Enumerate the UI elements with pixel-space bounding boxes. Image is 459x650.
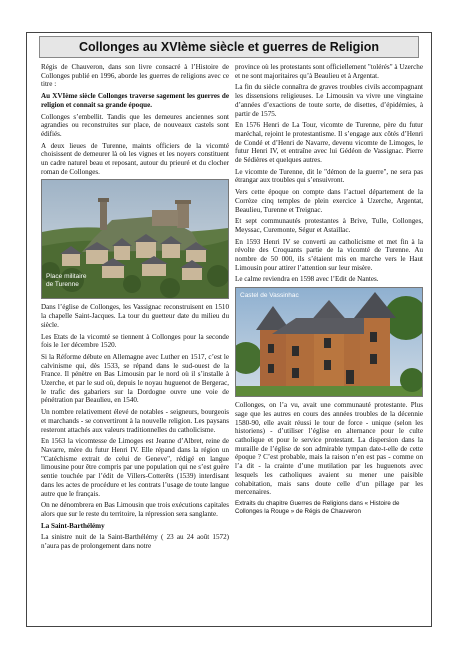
paragraph: On ne dénombrera en Bas Limousin que trois exécutions capitales alors que sur le reste du territoire, la répression sera sanglante. (41, 501, 229, 518)
paragraph: Dans l’église de Collonges, les Vassignac reconstruisent en 1510 la chapelle Saint-Jacques. La tour du guetteur date du milieu du siècle. (41, 303, 229, 329)
turenne-photo (41, 179, 229, 299)
paragraph: La sinistre nuit de la Saint-Barthélémy ( 23 au 24 août 1572) n’aura pas de prolongement dans notre (41, 533, 229, 551)
paragraph: Collonges s’embellit. Tandis que les demeures anciennes sont agrandies ou reconstruites sur place, de nouveaux castels sont édifiés. (41, 112, 229, 138)
page (26, 32, 432, 627)
intro-bold-paragraph: Au XVIème siècle Collonges traverse sagement les guerres de religion et connait sa grande époque. (41, 92, 229, 109)
paragraph: Un nombre relativement élevé de notables - seigneurs, bourgeois et marchands - se convertiront à la nouvelle religion. Les paysans resteront attachés aux valeurs traditionnelles du catholicisme. (41, 408, 229, 434)
section-subheading: La Saint-Barthélémy (41, 521, 105, 530)
paragraph: Collonges, on l’a vu, avait une communauté protestante. Plus sage que les autres en cours des années troubles de la décennie 1580-90, elle avait réussi le tour de force - unique (selon les historiens) - d’utiliser l’église en alternance pour le culte catholique et pour le service protestant. La dispersion dans la muraille de l’église de son admirable tympan date-t-elle de cette époque ? C’est probable, mais la raison n’en est pas - comme on l’a dit - la crainte d’une mutilation par les huguenots avec lesquels les catholiques avaient su mener une paisible cohabitation, mais sans doute celle d’un pillage par les mercenaires. (235, 401, 423, 497)
paragraph: Et sept communautés protestantes à Brive, Tulle, Collonges, Meyssac, Curemonte, Ségur et Astaillac. (235, 217, 423, 234)
castel-photo (235, 287, 423, 397)
paragraph: A deux lieues de Turenne, maints officiers de la vicomté choisissent de demeurer là où les vignes et les noyers constituent un cadre naturel beau et reposant, autour du prieuré et du clocher roman de Collonges. (41, 141, 229, 176)
paragraph: province où les protestants sont officiellement "tolérés" à Uzerche et ne sont majoritaires qu’à Beaulieu et à Argentat. (235, 63, 423, 80)
paragraph: Le vicomte de Turenne, dit le "démon de la guerre", ne sera pas étrangar aux troubles qui s’ensuivront. (235, 167, 423, 185)
paragraph: Les Etats de la vicomté se tiennent à Collonges pour la seconde fois le 1er décembre 1520. (41, 332, 229, 350)
paragraph: En 1593 Henri IV se converti au catholicisme et met fin à la révolte des Croquants partie de la vicomté de Turenne. Au nombre de 50 000, ils s’étaient mis en marche vers le Haut Limousin pour attirer l’attention sur leur misère. (235, 237, 423, 272)
paragraph: En 1563 la vicomtesse de Limoges est Jeanne d’Albret, reine de Navarre, mère du futur Henri IV. Elle répand dans la région un "Catéchisme extrait de celui de Geneve", rédigé en langue limousine pour être compris par une population qui ne s’est guère sentie touchée par l’édit de Villers-Cotterêts (1539) interdisant dans les actes de procédure et les contrats l’usage de toute langue autre que le français. (41, 437, 229, 498)
intro-paragraph: Régis de Chauveron, dans son livre consacré à l’Histoire de Collonges publié en 1996, aborde les guerres de religions avec ce titre : (41, 63, 229, 89)
photo-caption: Place militaire de Turenne (46, 273, 87, 288)
right-column (235, 63, 423, 519)
paragraph: Le calme reviendra en 1598 avec l’Edit de Nantes. (235, 275, 379, 284)
paragraph: En 1576 Henri de La Tour, vicomte de Turenne, père du futur maréchal, rejoint le protestantisme. Il s’engage aux côtés d’Henri de Condé et d’Henri de Navarre, devenu vicomte de Limoges, le futur Henri IV, et entraîne avec lui Gédéon de Vassignac. Pierre de Sédières et quelques autres. (235, 121, 423, 165)
paragraph: Si la Réforme débute en Allemagne avec Luther en 1517, c’est le calvinisme qui, dès 1533, se répand dans le sud-ouest de la France. Il pénètre en Bas Limousin par le nord où il s’installe à Uzerche, et par le sud où, depuis le noyau huguenot de Bergerac, le trafic des gabariers sur la Dordogne ouvre une voie de pénétration par Beaulieu, en 1540. (41, 352, 229, 405)
page-title: Collonges au XVIème siècle et guerres de Religion (39, 36, 419, 58)
photo-caption: Castel de Vassinhac (240, 292, 299, 300)
paragraph: Vers cette époque on compte dans l’actuel département de la Corrèze cinq temples de plein exercice à Uzerche, Argentat, Beaulieu, Turenne et Treignac. (235, 188, 423, 214)
paragraph: La fin du siècle connaîtra de graves troubles civils accompagnant les dissensions religieuses. Le Limousin va vivre une vingtaine d’années d’exactions de toute sorte, de disettes, d’épidémies, à partir de 1575. (235, 83, 423, 118)
left-column (41, 63, 229, 554)
source-credit: Extraits du chapitre Guerres de Religions dans « Histoire de Collonges la Rouge » de Régis de Chauveron (235, 499, 400, 515)
castel-vassinhac-image (236, 288, 422, 396)
